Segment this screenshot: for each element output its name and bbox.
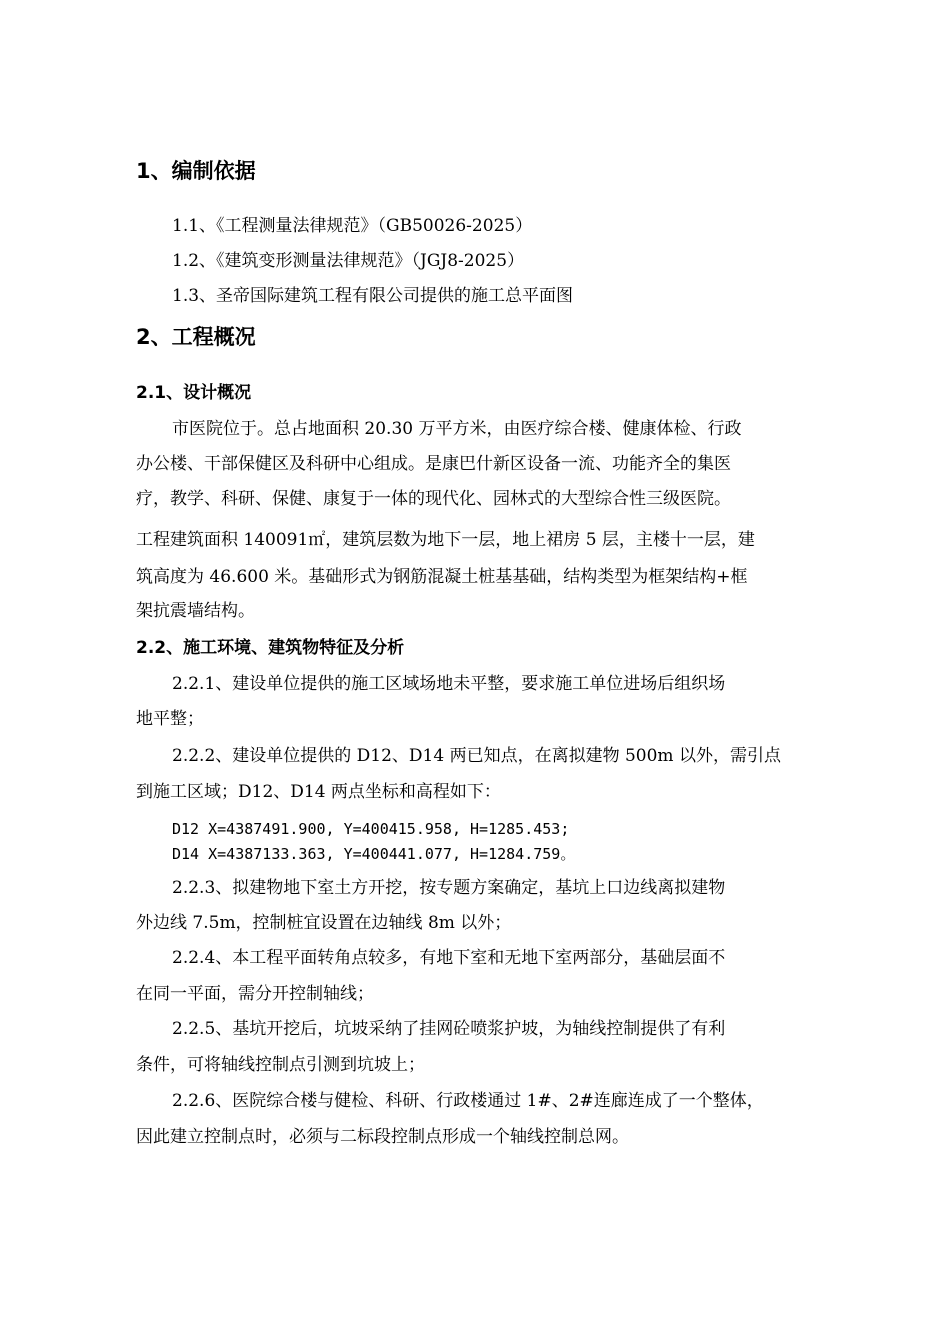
- reference-item: 1.1、《工程测量法律规范》（GB50026-2025）: [172, 216, 533, 236]
- paragraph-line: 2.2.2、建设单位提供的 D12、D14 两已知点，在离拟建物 500m 以外，需引点: [172, 746, 781, 766]
- paragraph-line: 疗，教学、科研、保健、康复于一体的现代化、园林式的大型综合性三级医院。: [136, 489, 731, 509]
- paragraph-line: 外边线 7.5m，控制桩宜设置在边轴线 8m 以外；: [136, 913, 512, 933]
- paragraph-line: 因此建立控制点时，必须与二标段控制点形成一个轴线控制总网。: [136, 1127, 629, 1147]
- paragraph-line: 办公楼、干部保健区及科研中心组成。是康巴什新区设备一流、功能齐全的集医: [136, 454, 731, 474]
- paragraph-line: 筑高度为 46.600 米。基础形式为钢筋混凝土桩基基础，结构类型为框架结构+框: [136, 567, 748, 587]
- section-2-heading: 2、工程概况: [136, 325, 256, 349]
- paragraph-line: 2.2.4、本工程平面转角点较多，有地下室和无地下室两部分，基础层面不: [172, 948, 726, 968]
- paragraph-line: 条件，可将轴线控制点引测到坑坡上；: [136, 1055, 425, 1075]
- paragraph-line: 2.2.3、拟建物地下室土方开挖，按专题方案确定，基坑上口边线离拟建物: [172, 878, 726, 898]
- paragraph-line: 市医院位于。总占地面积 20.30 万平方米，由医疗综合楼、健康体检、行政: [172, 419, 742, 439]
- paragraph-line: 工程建筑面积 140091㎡，建筑层数为地下一层，地上裙房 5 层，主楼十一层，建: [136, 530, 755, 550]
- reference-item: 1.2、《建筑变形测量法律规范》（JGJ8-2025）: [172, 251, 525, 271]
- section-1-heading: 1、编制依据: [136, 159, 256, 183]
- paragraph-line: 2.2.6、医院综合楼与健检、科研、行政楼通过 1#、2#连廊连成了一个整体，: [172, 1091, 764, 1111]
- subsection-2-1-heading: 2.1、设计概况: [136, 383, 252, 403]
- paragraph-line: 2.2.5、基坑开挖后，坑坡采纳了挂网砼喷浆护坡，为轴线控制提供了有利: [172, 1019, 726, 1039]
- paragraph-line: 在同一平面，需分开控制轴线；: [136, 984, 374, 1004]
- coordinate-line: D12 X=4387491.900, Y=400415.958, H=1285.453;: [172, 820, 570, 838]
- paragraph-line: 地平整；: [136, 709, 204, 729]
- paragraph-line: 到施工区域；D12、D14 两点坐标和高程如下：: [136, 782, 501, 802]
- subsection-2-2-heading: 2.2、施工环境、建筑物特征及分析: [136, 638, 405, 658]
- paragraph-line: 2.2.1、建设单位提供的施工区域场地未平整，要求施工单位进场后组织场: [172, 674, 726, 694]
- coordinate-line: D14 X=4387133.363, Y=400441.077, H=1284.759。: [172, 845, 576, 863]
- paragraph-line: 架抗震墙结构。: [136, 601, 255, 621]
- reference-item: 1.3、圣帝国际建筑工程有限公司提供的施工总平面图: [172, 286, 574, 306]
